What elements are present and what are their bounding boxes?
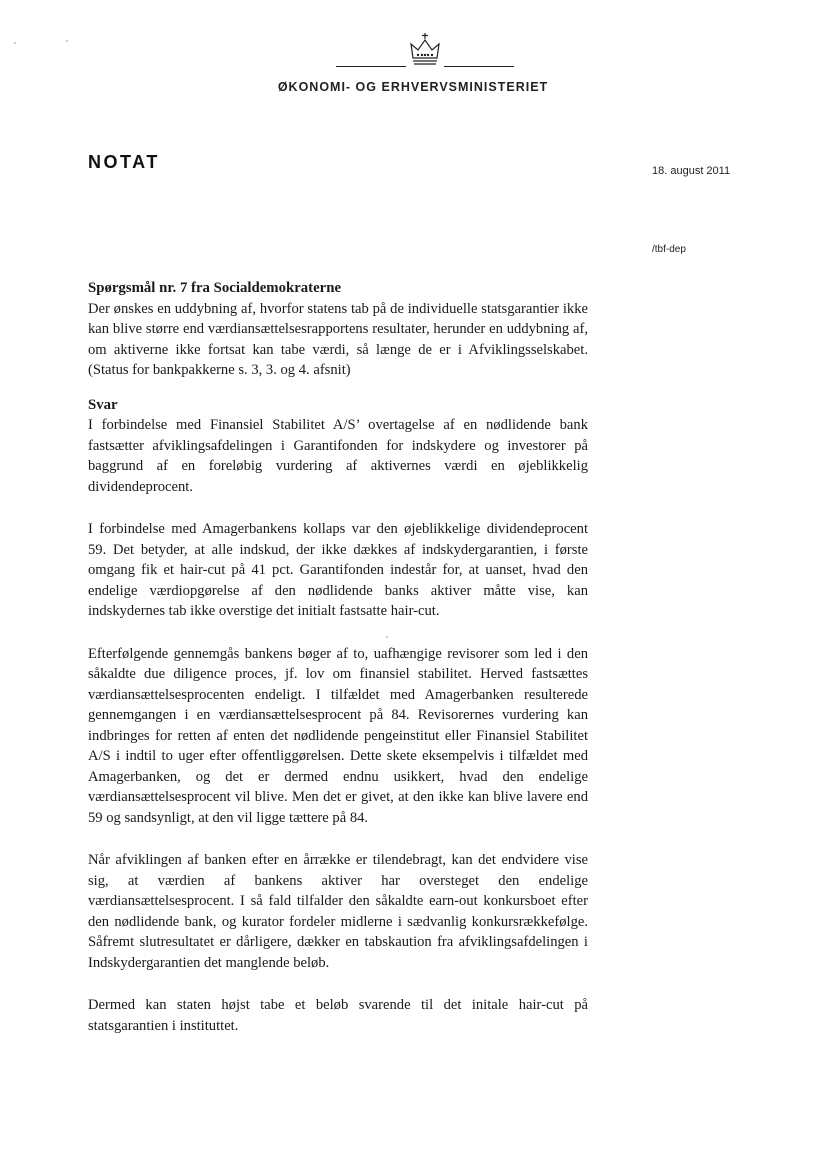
scan-speck	[386, 636, 388, 638]
answer-paragraph: I forbindelse med Finansiel Stabilitet A/S’ overtagelse af en nødlidende bank fastsætter afviklingsafdelingen i Garantifonden for indskydere og investorer på baggrund af en foreløbig vurdering af aktivernes værdi en øjeblikkelig dividendeprocent.	[88, 417, 588, 495]
document-date: 18. august 2011	[652, 165, 731, 177]
answer-paragraph: Efterfølgende gennemgås bankens bøger af to, uafhængige revisorer som led i den såkaldte due diligence proces, jf. lov om finansiel stabilitet. Herved fastsættes værdiansættelsesprocenten endeligt. I tilfældet med Amagerbanken resulterede gennemgangen i en værdiansættelsesprocent på 84. Revisorernes vurdering kan indbringes for retten af enten det nødlidende pengeinstitut eller Finansiel Stabilitet A/S i indtil to uger efter offentliggørelsen. Dette skete eksempelvis i tilfældet med Amagerbanken, og det er dermed endnu usikkert, hvad den endelige værdiansættelsesprocent vil blive. Men det er givet, at den ikke kan blive lavere end 59 og sandsynligt, at den vil ligge tættere på 84.	[88, 645, 588, 826]
answer-paragraph: Når afviklingen af banken efter en årrække er tilendebragt, kan det endvidere vise sig, at værdien af bankens aktiver har oversteget den endelige værdiansættelsesprocent. I så fald tilfalder den såkaldte earn-out konkursboet efter den nødlidende bank, og kurator fordeler midlerne i sædvanlig konkursrækkefølge. Såfremt slutresultatet er dårligere, dækker en tabskaution fra afviklingsafdelingen i Indskydergarantien det manglende beløb.	[88, 852, 588, 971]
document-reference: /tbf-dep	[652, 244, 686, 255]
scan-speck	[66, 40, 68, 42]
answer-paragraph: Dermed kan staten højst tabe et beløb svarende til det initale hair-cut på statsgarantien i instituttet.	[88, 997, 588, 1034]
crown-icon	[405, 30, 445, 70]
answer-heading: Svar	[88, 396, 118, 413]
header-rule-left	[336, 66, 406, 67]
document-body	[88, 278, 588, 1036]
scan-speck	[14, 42, 16, 44]
question-heading: Spørgsmål nr. 7 fra Socialdemokraterne	[88, 280, 342, 296]
question-text: Der ønskes en uddybning af, hvorfor statens tab på de individuelle statsgarantier ikke kan blive større end værdiansættelsesrapportens resultater, herunder en uddybning af, om aktiverne ikke fortsat kan tabe værdi, så længe de er i Afviklingsselskabet. (Status for bankpakkerne s. 3, 3. og 4. afsnit)	[88, 300, 588, 378]
header-rule-right	[444, 66, 514, 67]
answer-paragraph: I forbindelse med Amagerbankens kollaps var den øjeblikkelige dividendeprocent 59. Det betyder, at alle indskud, der ikke dækkes af indskydergarantien, i første omgang fik et hair-cut på 41 pct. Garantifonden indestår for, at uanset, hvad den endelige værdiopgørelse af den nødlidende banks aktiver måtte vise, kan indskydernes tab ikke overstige det initialt fastsatte hair-cut.	[88, 521, 588, 619]
document-type: NOTAT	[88, 152, 160, 172]
ministry-name: ØKONOMI- OG ERHVERVSMINISTERIET	[277, 80, 549, 94]
